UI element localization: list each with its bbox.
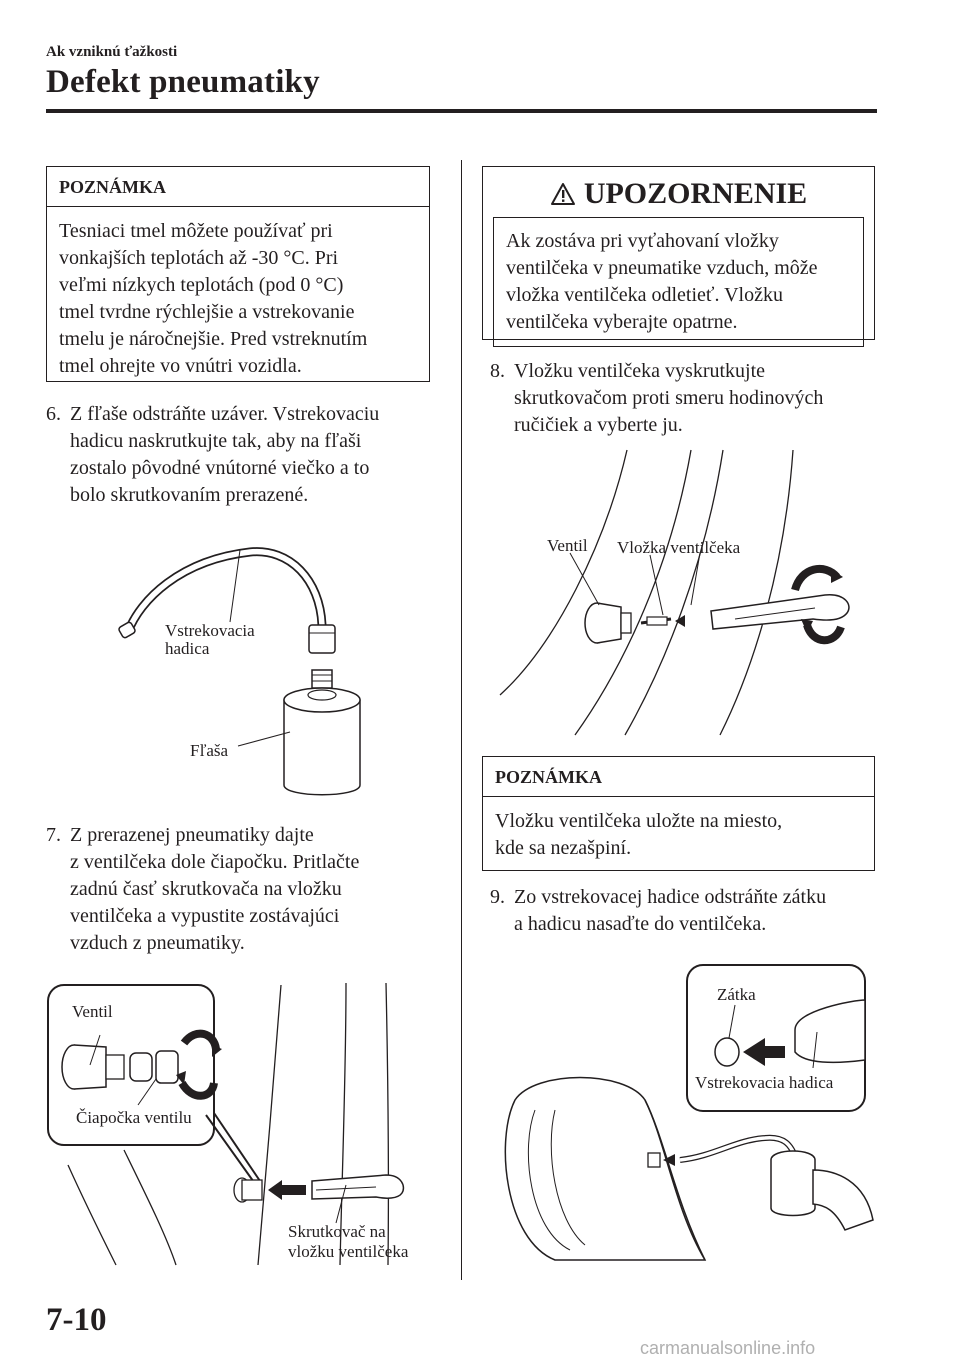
step-9: [490, 884, 880, 938]
watermark: carmanualsonline.info: [640, 1338, 816, 1358]
note-line: tmelu je náročnejšie. Pred vstreknutím: [59, 328, 368, 350]
note-line: tmel tvrdne rýchlejšie a vstrekovanie: [59, 301, 355, 323]
step-line: ventilčeka a vypustite zostávajúci: [70, 905, 340, 927]
step-line: Z fľaše odstráňte uzáver. Vstrekovaciu: [70, 403, 380, 425]
step-line: ručičiek a vyberte ju.: [514, 414, 683, 436]
warning-heading: [483, 167, 874, 217]
bottle-hose-illustration: [110, 540, 370, 800]
step-line: zadnú časť skrutkovača na vložku: [70, 878, 342, 900]
warning-line: ventilčeka vyberajte opatrne.: [506, 311, 738, 333]
step-line: Z prerazenej pneumatiky dajte: [70, 824, 314, 846]
step-number: 6.: [46, 403, 61, 425]
note-line: Vložku ventilčeka uložte na miesto,: [495, 810, 783, 832]
valve-label: Ventil: [72, 1002, 113, 1021]
note-heading: POZNÁMKA: [483, 757, 874, 797]
step-line: Vložku ventilčeka vyskrutkujte: [514, 360, 766, 382]
note-text: [47, 207, 429, 390]
step-line: zostalo pôvodné vnútorné viečko a to: [70, 457, 370, 479]
step-8: [490, 358, 880, 439]
valve-label: Ventil: [547, 536, 588, 555]
note-box-core: [482, 756, 875, 871]
note-line: veľmi nízkych teplotách (pod 0 °C): [59, 274, 344, 296]
valve-core-illustration: [495, 445, 875, 745]
note-heading: POZNÁMKA: [47, 167, 429, 207]
tool-label: vložku ventilčeka: [288, 1242, 409, 1261]
step-number: 9.: [490, 886, 505, 908]
valve-cap-illustration: [46, 975, 450, 1275]
tool-label: Skrutkovač na: [288, 1222, 386, 1241]
column-divider: [461, 160, 462, 1280]
warning-line: Ak zostáva pri vyťahovaní vložky: [506, 230, 779, 252]
step-7: [46, 822, 446, 957]
note-text: [483, 797, 874, 872]
bottle-label: Fľaša: [190, 741, 229, 760]
step-line: skrutkovačom proti smeru hodinových: [514, 387, 824, 409]
step-line: z ventilčeka dole čiapočku. Pritlačte: [70, 851, 360, 873]
note-line: Tesniaci tmel môžete používať pri: [59, 220, 333, 242]
plug-label: Zátka: [717, 985, 756, 1004]
page-number: 7-10: [46, 1302, 107, 1338]
warning-line: ventilčeka v pneumatike vzduch, môže: [506, 257, 818, 279]
note-line: vonkajších teplotách až -30 °C. Pri: [59, 247, 339, 269]
step-line: Zo vstrekovacej hadice odstráňte zátku: [514, 886, 827, 908]
warning-heading-text: UPOZORNENIE: [583, 177, 808, 210]
page-title: Defekt pneumatiky: [46, 64, 320, 100]
warning-box: [482, 166, 875, 340]
hose-attach-illustration: [495, 960, 875, 1275]
hose-label: Vstrekovacia hadica: [695, 1073, 834, 1092]
hose-label: Vstrekovacia: [165, 621, 255, 640]
step-line: bolo skrutkovaním prerazené.: [70, 484, 309, 506]
step-line: hadicu naskrutkujte tak, aby na fľaši: [70, 430, 362, 452]
step-line: a hadicu nasaďte do ventilčeka.: [514, 913, 767, 935]
section-title: Ak vzniknú ťažkosti: [46, 44, 178, 60]
note-line: kde sa nezašpiní.: [495, 837, 632, 859]
header-rule: [46, 109, 877, 113]
note-box-temperature: [46, 166, 430, 382]
warning-line: vložka ventilčeka odletieť. Vložku: [506, 284, 783, 306]
step-number: 8.: [490, 360, 505, 382]
note-line: tmel ohrejte vo vnútri vozidla.: [59, 355, 302, 377]
warning-text: [493, 217, 864, 347]
step-line: vzduch z pneumatiky.: [70, 932, 245, 954]
step-6: [46, 401, 446, 509]
warning-triangle-icon: [550, 182, 576, 206]
core-label: Vložka ventilčeka: [617, 538, 741, 557]
cap-label: Čiapočka ventilu: [76, 1108, 192, 1127]
step-number: 7.: [46, 824, 61, 846]
hose-label: hadica: [165, 639, 210, 658]
